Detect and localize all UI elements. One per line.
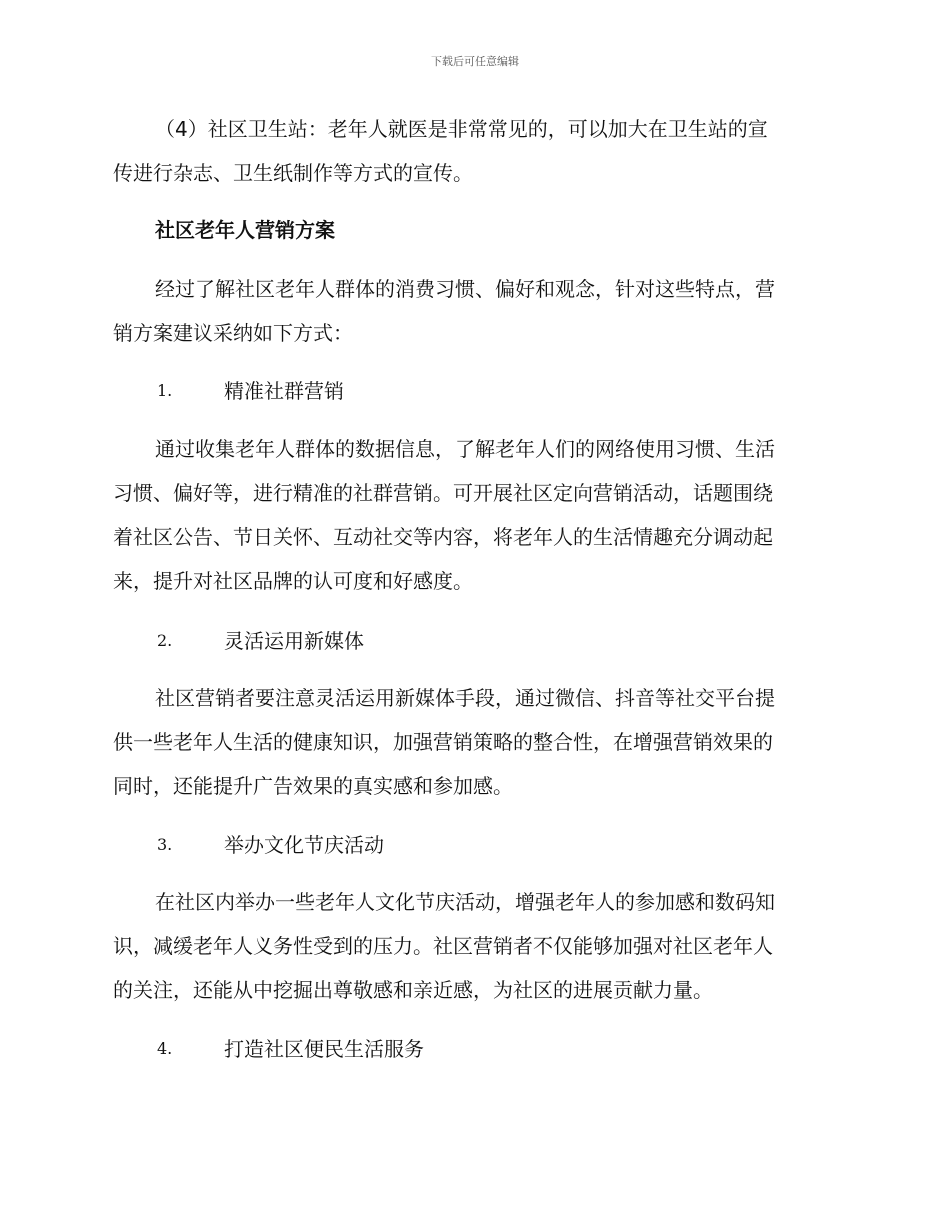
paragraph-line: 传进行杂志、卫生纸制作等方式的宣传。 bbox=[113, 161, 473, 185]
list-item-3-paragraph bbox=[113, 880, 833, 1012]
paragraph-line: 习惯、偏好等，进行精准的社群营销。可开展社区定向营销活动，话题围绕 bbox=[113, 481, 773, 505]
list-item-2 bbox=[113, 619, 833, 663]
paragraph-line: 在社区内举办一些老年人文化节庆活动，增强老年人的参加感和数码知 bbox=[155, 890, 775, 914]
list-item-title: 精准社群营销 bbox=[224, 379, 344, 403]
paragraph-line: 着社区公告、节日关怀、互动社交等内容，将老年人的生活情趣充分调动起 bbox=[113, 525, 773, 549]
section-intro-paragraph bbox=[113, 267, 833, 355]
list-item-4 bbox=[113, 1027, 833, 1071]
section-title: 社区老年人营销方案 bbox=[155, 218, 335, 242]
list-item-number: 1. bbox=[157, 381, 173, 400]
list-item-1-paragraph bbox=[113, 427, 833, 603]
paragraph-line: 经过了解社区老年人群体的消费习惯、偏好和观念，针对这些特点，营 bbox=[155, 277, 775, 301]
paragraph-line: 通过收集老年人群体的数据信息，了解老年人们的网络使用习惯、生活 bbox=[155, 437, 775, 461]
paragraph-line: 来，提升对社区品牌的认可度和好感度。 bbox=[113, 569, 473, 593]
list-item-number: 2. bbox=[157, 631, 173, 650]
paragraph-line: 供一些老年人生活的健康知识，加强营销策略的整合性，在增强营销效果的 bbox=[113, 730, 773, 754]
list-item-2-paragraph bbox=[113, 676, 833, 808]
paragraph-line: 的关注，还能从中挖掘出尊敬感和亲近感，为社区的进展贡献力量。 bbox=[113, 978, 713, 1002]
paragraph-line: 同时，还能提升广告效果的真实感和参加感。 bbox=[113, 774, 513, 798]
list-item-title: 打造社区便民生活服务 bbox=[224, 1037, 424, 1061]
paragraph-line: 社区营销者要注意灵活运用新媒体手段，通过微信、抖音等社交平台提 bbox=[155, 686, 775, 710]
paragraph-line: 销方案建议采纳如下方式： bbox=[113, 321, 353, 345]
section-heading bbox=[113, 208, 833, 252]
list-item-number: 3. bbox=[157, 835, 173, 854]
paragraph-line: 识，减缓老年人义务性受到的压力。社区营销者不仅能够加强对社区老年人 bbox=[113, 934, 773, 958]
list-item-title: 举办文化节庆活动 bbox=[224, 833, 384, 857]
list-item-3 bbox=[113, 823, 833, 867]
list-item-title: 灵活运用新媒体 bbox=[224, 629, 364, 653]
list-item-number: 4. bbox=[157, 1039, 173, 1058]
paragraph-line: （4）社区卫生站：老年人就医是非常常见的，可以加大在卫生站的宣 bbox=[155, 117, 768, 141]
page-header-note: 下载后可任意编辑 bbox=[431, 55, 519, 68]
list-item-1 bbox=[113, 369, 833, 413]
intro-paragraph bbox=[113, 107, 833, 195]
